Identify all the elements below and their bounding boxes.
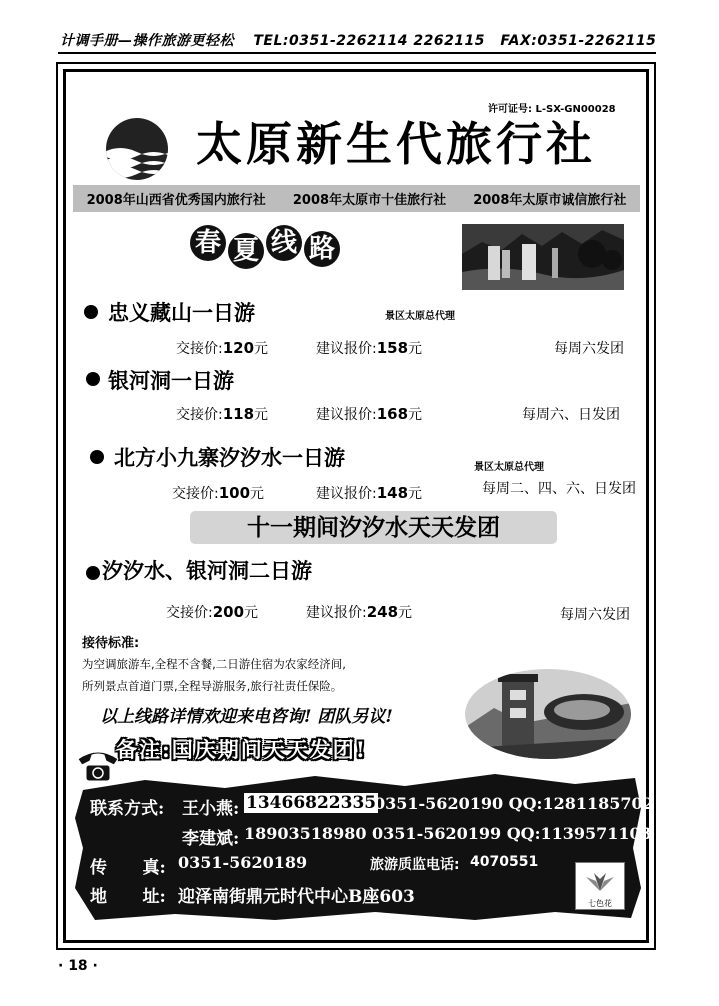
header-tel: TEL:0351-2262114 2262115 — [253, 33, 486, 49]
fax-number: 0351-5620189 — [178, 853, 308, 872]
route-retail-price: 建议报价:248元 — [306, 603, 413, 621]
route-trade-price: 交接价:100元 — [172, 484, 265, 502]
route-schedule: 每周二、四、六、日发团 — [482, 481, 636, 497]
address-value: 迎泽南街鼎元时代中心B座603 — [178, 887, 415, 907]
header-line — [60, 30, 655, 50]
fax-label: 传 真: — [90, 858, 166, 878]
route-schedule: 每周六发团 — [554, 341, 624, 357]
contact-label: 联系方式: — [90, 799, 165, 819]
bullet-icon — [86, 566, 100, 580]
route-trade-price: 交接价:200元 — [166, 603, 259, 621]
award-item: 2008年山西省优秀国内旅行社 — [86, 193, 266, 208]
route-retail-price: 建议报价:168元 — [316, 405, 423, 423]
company-name: 太原新生代旅行社 — [196, 117, 596, 171]
license-number: 许可证号: L-SX-GN00028 — [488, 104, 616, 115]
contact-person-1: 王小燕: — [182, 799, 240, 819]
section-title-char: 夏 — [228, 233, 264, 269]
route-note: 景区太原总代理 — [474, 462, 544, 473]
contact-mobile-1: 13466822335 — [246, 793, 377, 813]
route-retail-price: 建议报价:158元 — [316, 339, 423, 357]
section-title-char: 线 — [266, 225, 302, 261]
header-fax: FAX:0351-2262115 — [500, 33, 657, 49]
award-item: 2008年太原市十佳旅行社 — [292, 193, 447, 208]
route-trade-price: 交接价:118元 — [176, 405, 269, 423]
awards-bar — [73, 185, 640, 212]
supervise-number: 4070551 — [470, 854, 539, 870]
page-number: · 18 · — [58, 958, 98, 974]
supervise-label: 旅游质监电话: — [370, 857, 460, 873]
consult-notice: 以上线路详情欢迎来电咨询! 团队另议! — [100, 707, 393, 727]
bullet-icon — [90, 450, 104, 464]
award-item: 2008年太原市诚信旅行社 — [473, 193, 627, 208]
flower-logo-icon — [576, 863, 624, 895]
company-logo-icon — [104, 116, 170, 182]
header-rule — [58, 52, 656, 54]
route-title: 北方小九寨汐汐水一日游 — [114, 445, 345, 470]
route-title: 汐汐水、银河洞二日游 — [102, 558, 312, 583]
scenic-photo — [464, 668, 632, 760]
standard-line: 为空调旅游车,全程不含餐,二日游住宿为农家经济间, — [82, 657, 346, 671]
route-trade-price: 交接价:120元 — [176, 339, 269, 357]
contact-line-2: 18903518980 0351-5620199 QQ:1139571103 — [244, 824, 652, 843]
section-title-char: 春 — [190, 225, 226, 261]
bullet-icon — [86, 372, 100, 386]
section-title-char: 路 — [304, 231, 340, 267]
header-slogan: 计调手册—操作旅游更轻松 — [60, 33, 234, 49]
address-label: 地 址: — [90, 887, 166, 907]
national-day-banner: 十一期间汐汐水天天发团 — [190, 511, 557, 544]
small-logo-text: 七色花 — [588, 899, 612, 908]
standard-line: 所列景点首道门票,全程导游服务,旅行社责任保险。 — [82, 679, 343, 693]
section-title — [190, 225, 340, 271]
route-note: 景区太原总代理 — [385, 311, 455, 322]
route-schedule: 每周六、日发团 — [522, 407, 620, 423]
remark-notice: 备注:国庆期间天天发团! — [116, 737, 367, 762]
route-title: 忠义藏山一日游 — [108, 300, 255, 325]
contact-person-2: 李建斌: — [182, 829, 240, 849]
waterfall-photo — [462, 224, 624, 290]
contact-line-1: 0351-5620190 QQ:1281185702 — [374, 794, 654, 813]
route-title: 银河洞一日游 — [108, 368, 234, 393]
route-retail-price: 建议报价:148元 — [316, 484, 423, 502]
standard-heading: 接待标准: — [82, 636, 140, 651]
route-schedule: 每周六发团 — [560, 607, 630, 623]
telephone-icon — [74, 745, 122, 785]
small-logo — [575, 862, 625, 910]
bullet-icon — [84, 305, 98, 319]
